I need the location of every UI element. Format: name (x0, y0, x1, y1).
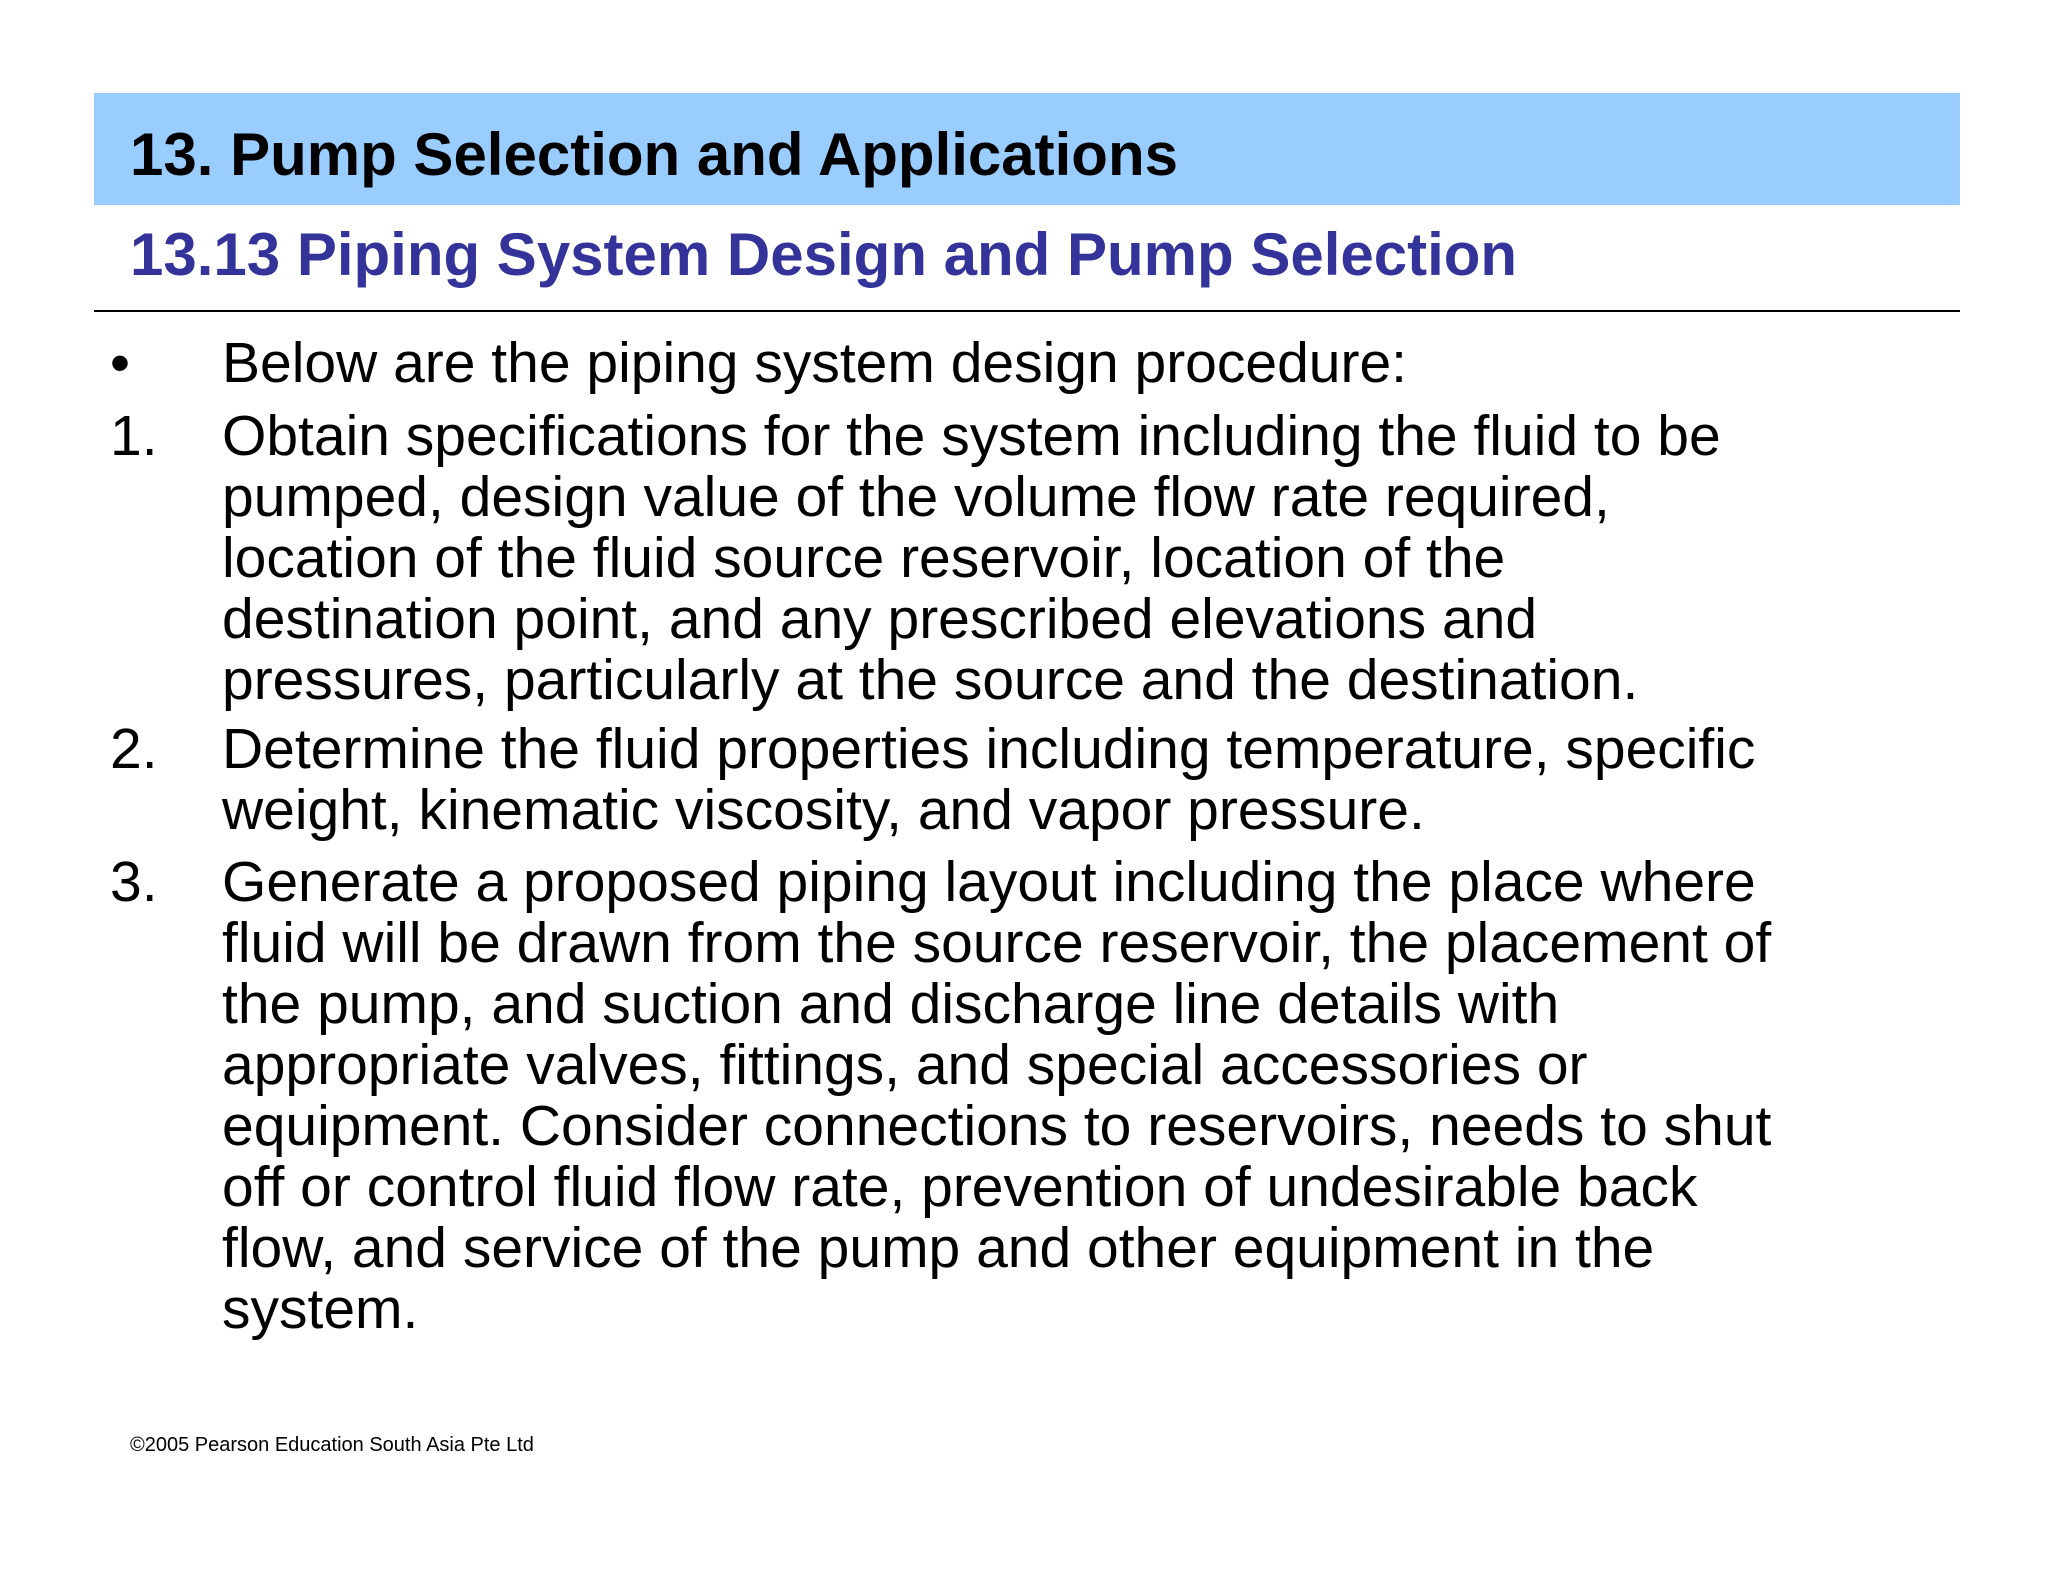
section-title: 13.13 Piping System Design and Pump Selection (130, 221, 1518, 288)
step-2-line: weight, kinematic viscosity, and vapor pressure. (222, 778, 1425, 842)
intro-text: Below are the piping system design procedure: (222, 331, 1408, 395)
step-3-line: the pump, and suction and discharge line details with (222, 972, 1560, 1036)
step-1-line: pressures, particularly at the source and the destination. (222, 648, 1639, 712)
step-2-marker: 2. (110, 717, 158, 781)
step-1-line: destination point, and any prescribed elevations and (222, 587, 1538, 651)
step-1-line: Obtain specifications for the system including the fluid to be (222, 404, 1721, 468)
divider (94, 310, 1960, 312)
step-3-line: flow, and service of the pump and other equipment in the (222, 1216, 1655, 1280)
step-3-line: appropriate valves, fittings, and special accessories or (222, 1033, 1588, 1097)
page-title: 13. Pump Selection and Applications (130, 121, 1178, 188)
step-3-line: off or control fluid flow rate, prevention of undesirable back (222, 1155, 1698, 1219)
bullet-marker: • (110, 331, 130, 395)
copyright-footer: ©2005 Pearson Education South Asia Pte Ltd (130, 1434, 534, 1456)
step-3-line: system. (222, 1277, 419, 1341)
step-1-line: location of the fluid source reservoir, location of the (222, 526, 1506, 590)
step-3-line: fluid will be drawn from the source reservoir, the placement of (222, 911, 1772, 975)
step-1-line: pumped, design value of the volume flow rate required, (222, 465, 1610, 529)
step-3-line: Generate a proposed piping layout including the place where (222, 850, 1756, 914)
step-2-line: Determine the fluid properties including temperature, specific (222, 717, 1756, 781)
step-1-marker: 1. (110, 404, 158, 468)
step-3-line: equipment. Consider connections to reservoirs, needs to shut (222, 1094, 1772, 1158)
step-3-marker: 3. (110, 850, 158, 914)
